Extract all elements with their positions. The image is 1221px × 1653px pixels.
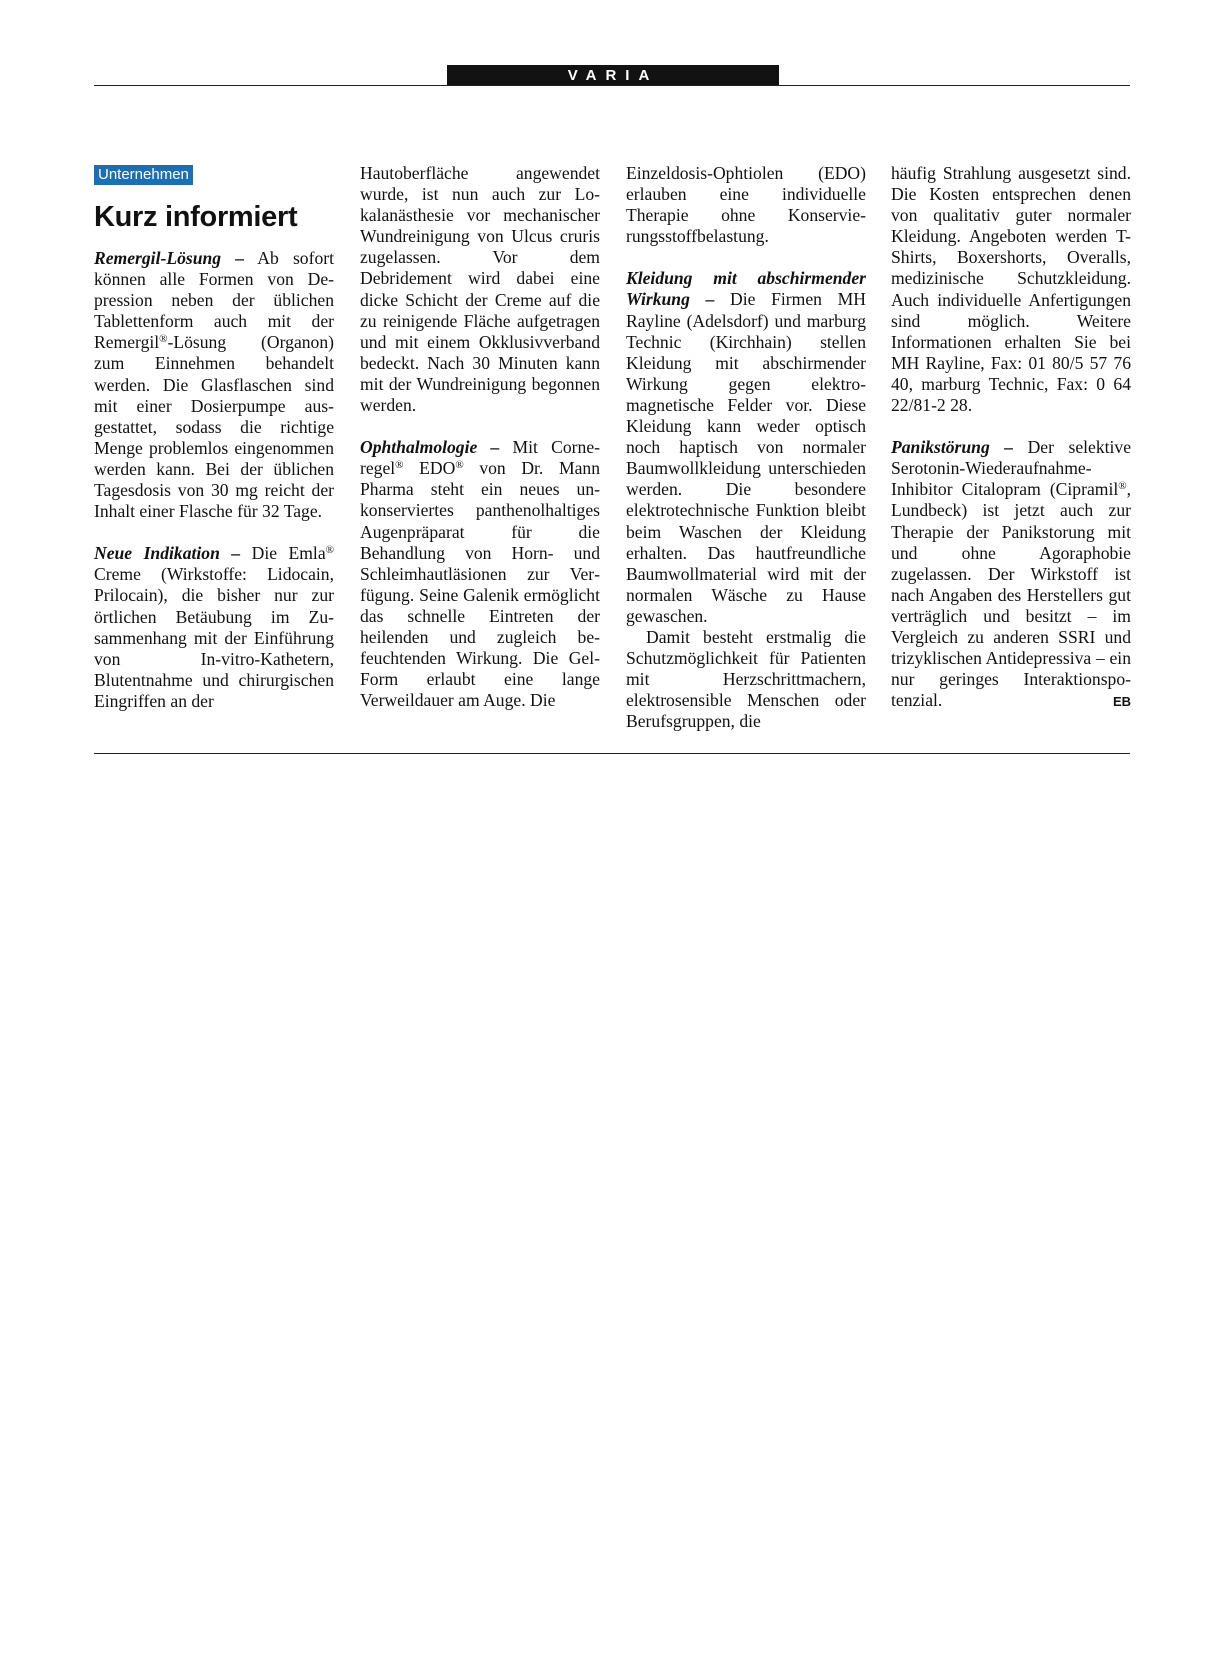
article-title: Kurz informiert (94, 201, 298, 233)
text-corneregel-a: Mit Corneregel (360, 437, 600, 479)
text-remergil-b: -Lösung (Organon) zum Einnehmen behandelt werden. Die Glasflaschen sind mit einer Dosierpumpe ausgestattet, sodass die richtige Menge problemlos eingenommen werden kann. Bei der üblichen Tagesdosis von 30 mg reicht der Inhalt einer Flasche für 32 Tage. (94, 332, 334, 522)
lead-remergil: Remergil-Lösung – (94, 248, 245, 268)
reg-mark: ® (395, 459, 404, 472)
text-corneregel-b: EDO (403, 458, 456, 479)
paragraph-remergil (94, 248, 334, 522)
text-schutz-part2: häufig Strahlung ausgesetzt sind. Die Kosten entsprechen denen von qualitativ guter normaler Kleidung. Angeboten werden T-Shirts, Boxershorts, Overalls, medizinische Schutzkleidung. Auch individuelle Anfertigungen sind möglich. Weitere Informationen erhalten Sie bei MH Rayline, Fax: 01 80/5 57 76 40, marburg Technic, Fax: 0 64 22/81-2 28. (891, 163, 1131, 416)
paragraph-neue-indikation-start (94, 543, 334, 712)
paragraph-kleidung (626, 268, 866, 627)
lead-kleidung: Kleidung mit abschirmender Wirkung – (626, 268, 866, 310)
paragraph-neue-indikation-cont (360, 163, 600, 416)
paragraph-schutz-cont (891, 163, 1131, 416)
text-citalopram-a: Der selektive Serotonin-Wiederaufnahme-Inhibitor Citalopram (Cipramil (891, 437, 1131, 500)
header-rule (94, 85, 1130, 86)
lead-ophthalmologie: Ophthalmologie – (360, 437, 500, 458)
lead-neue-indikation: Neue Indikation – (94, 543, 241, 564)
paragraph-ophthalmologie-cont (626, 163, 866, 247)
reg-mark: ® (1118, 480, 1127, 493)
author-signature: EB (1112, 694, 1131, 710)
section-banner: VARIA (447, 65, 779, 86)
paragraph-panikstoerung (891, 437, 1131, 711)
text-emla-a: Die Emla (240, 543, 326, 564)
category-tag: Unternehmen (94, 165, 193, 185)
reg-mark: ® (455, 459, 464, 472)
column-4 (891, 163, 1131, 712)
text-schutz-part1: Damit besteht erstmalig die Schutzmöglichkeit für Patienten mit Herzschrittmachern, elektrosensible Menschen oder Berufsgruppen, die (626, 626, 866, 732)
paragraph-ophthalmologie (360, 437, 600, 711)
text-emla-b-part1: Creme (Wirkstoffe: Lidocain, Prilocain), die bisher nur zur örtlichen Betäubung im Zusammenhang mit der Einführung von In-vitro-Kathetern, Blutentnahme und chirurgischen Eingriffen an der (94, 564, 334, 711)
column-1 (94, 163, 334, 712)
paragraph-schutz (626, 627, 866, 732)
text-corneregel-c-part2: Einzeldosis-Ophtiolen (EDO) erlauben eine individuelle Therapie ohne Konservierungsstoffbelastung. (626, 163, 866, 247)
text-corneregel-c-part1: von Dr. Mann Pharma steht ein neues unkonserviertes panthenolhaltiges Augenpräparat für die Behandlung von Horn- und Schleimhautläsionen zur Verfügung. Seine Galenik ermöglicht das schnelle Eintreten der heilenden und zugleich befeuchtenden Wirkung. Die Gel-Form erlaubt eine lange Verweildauer am Auge. Die (360, 458, 601, 711)
text-remergil-a: Ab sofort können alle Formen von Depression neben der üblichen Tablettenform auch mit der Remergil (94, 248, 334, 353)
text-emla-b-part2: Hautoberfläche angewendet wurde, ist nun auch zur Lokalanästhesie vor mechanischer Wundreinigung von Ulcus cruris zugelassen. Vor dem Debridement wird dabei eine dicke Schicht der Creme auf die zu reinigende Fläche aufgetragen und mit einem Okklusivverband bedeckt. Nach 30 Minuten kann mit der Wundreinigung begonnen werden. (360, 163, 600, 416)
text-kleidung: Die Firmen MH Rayline (Adelsdorf) und marburg Technic (Kirchhain) stellen Kleidung mit abschirmender Wirkung gegen elektromagnetische Felder vor. Diese Kleidung kann weder optisch noch haptisch von normaler Baumwollkleidung unterschieden werden. Die besondere elektrotechnische Funktion bleibt beim Waschen der Kleidung erhalten. Das hautfreundliche Baumwollmaterial wird mit der normalen Wäsche zu Hause gewaschen. (626, 289, 866, 626)
reg-mark: ® (325, 544, 334, 557)
lead-panikstoerung: Panikstörung – (891, 437, 1014, 458)
text-citalopram-b: , Lundbeck) ist jetzt auch zur Therapie der Panikstorung mit und ohne Agoraphobie zugelassen. Der Wirkstoff ist nach Angaben des Herstellers gut verträglich und besitzt – im Vergleich zu anderen SSRI und trizyklischen Antidepressiva – ein nur geringes Interaktionspotenzial. (891, 479, 1131, 711)
column-3 (626, 163, 866, 732)
reg-mark: ® (159, 333, 168, 346)
column-2 (360, 163, 600, 711)
bottom-rule (94, 753, 1130, 754)
